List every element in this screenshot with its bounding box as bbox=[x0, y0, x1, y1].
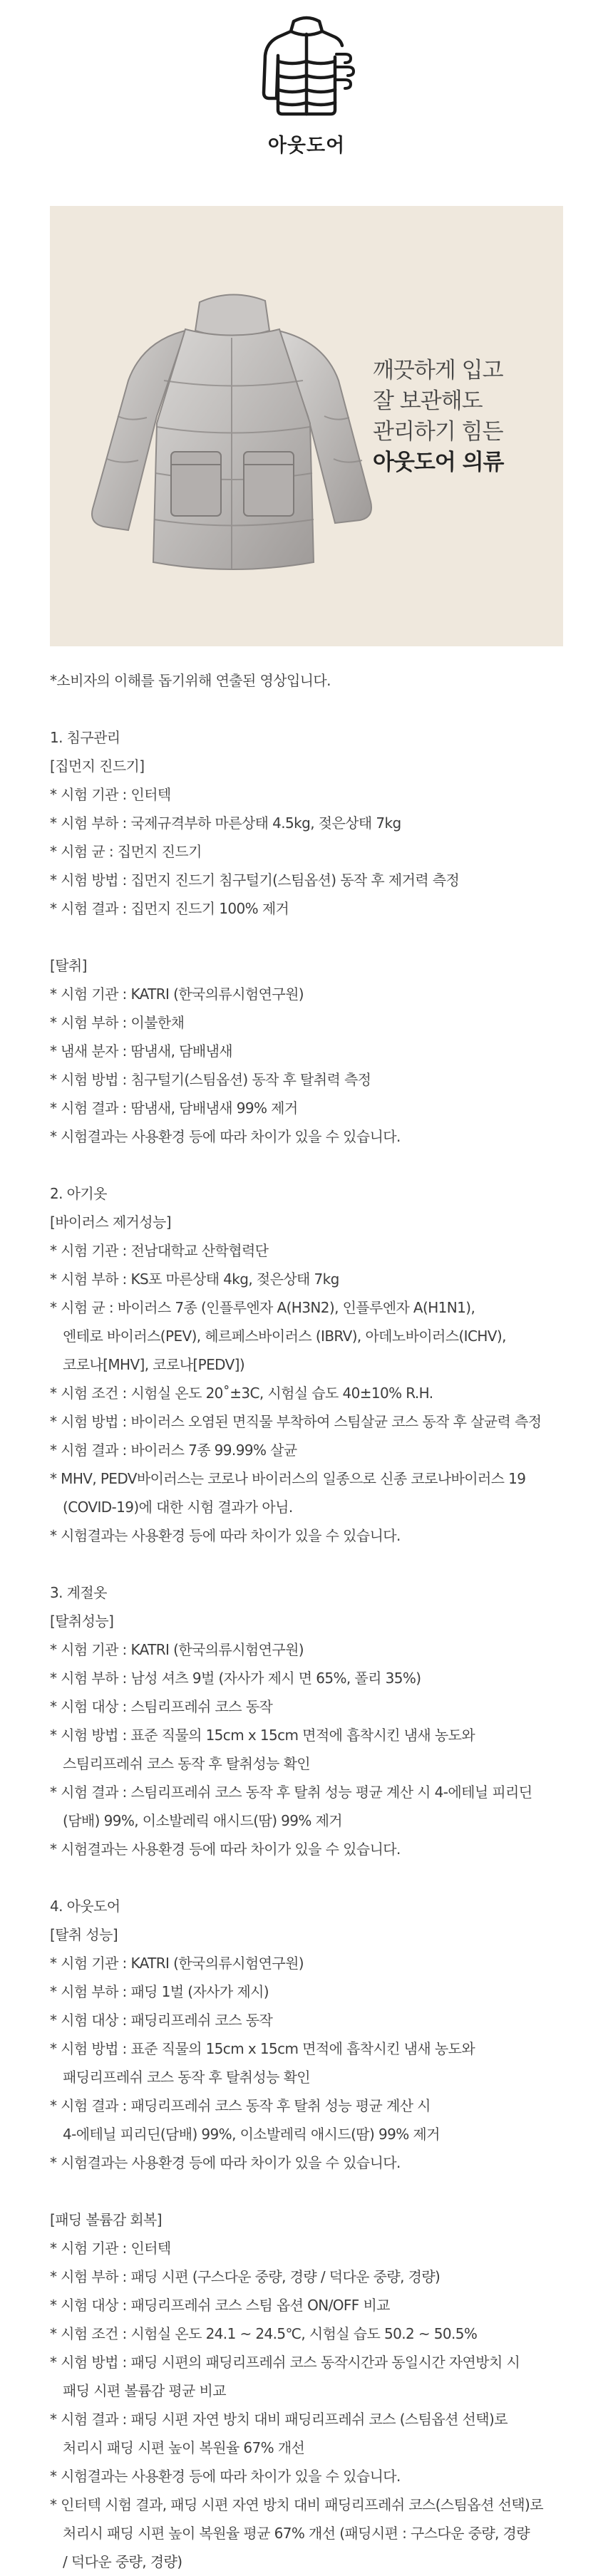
note-item: * 시험 방법 : 바이러스 오염된 면직물 부착하여 스팀살균 코스 동작 후 살균력 측정 bbox=[50, 1413, 542, 1430]
section-title-baby-clothes: 2. 아기옷 bbox=[50, 1185, 107, 1202]
note-item-continued: 스팀리프레쉬 코스 동작 후 탈취성능 확인 bbox=[63, 1755, 311, 1772]
note-item: * 시험 방법 : 집먼지 진드기 침구털기(스팀옵션) 동작 후 제거력 측정 bbox=[50, 871, 460, 889]
note-item-continued: 패딩 시편 볼륨감 평균 비교 bbox=[63, 2382, 226, 2399]
note-item: * 시험 기관 : 인터텍 bbox=[50, 786, 171, 803]
subsection-title: [탈취] bbox=[50, 957, 87, 974]
note-item: * 시험 균 : 집먼지 진드기 bbox=[50, 843, 202, 860]
hero-line: 잘 보관해도 bbox=[373, 388, 483, 414]
note-item: * 시험결과는 사용환경 등에 따라 차이가 있을 수 있습니다. bbox=[50, 1527, 401, 1544]
disclaimer: *소비자의 이해를 돕기위해 연출된 영상입니다. bbox=[50, 672, 331, 689]
hero-copy bbox=[373, 356, 558, 478]
note-item: * 시험 대상 : 패딩리프레쉬 코스 스팀 옵션 ON/OFF 비교 bbox=[50, 2297, 390, 2314]
note-item: * 시험 기관 : KATRI (한국의류시험연구원) bbox=[50, 986, 304, 1003]
note-item-continued: 코로나[MHV], 코로나[PEDV]) bbox=[63, 1356, 245, 1373]
note-item: * 시험결과는 사용환경 등에 따라 차이가 있을 수 있습니다. bbox=[50, 2154, 401, 2171]
note-item: * 시험 방법 : 패딩 시편의 패딩리프레쉬 코스 동작시간과 동일시간 자연방치 시 bbox=[50, 2354, 520, 2371]
note-item-continued: 엔테로 바이러스(PEV), 헤르페스바이러스 (IBRV), 아데노바이러스(ICHV), bbox=[63, 1328, 506, 1345]
note-item-continued: 4-에테닐 피리딘(담배) 99%, 이소발레릭 애시드(땀) 99% 제거 bbox=[63, 2126, 440, 2143]
page-title: 아웃도어 bbox=[267, 135, 346, 157]
note-item: * 시험 부하 : 남성 셔츠 9벌 (자사가 제시 면 65%, 폴리 35%) bbox=[50, 1670, 421, 1687]
subsection-title: [바이러스 제거성능] bbox=[50, 1214, 171, 1231]
note-item: * 시험 결과 : 집먼지 진드기 100% 제거 bbox=[50, 900, 289, 917]
note-item: * MHV, PEDV바이러스는 코로나 바이러스의 일종으로 신종 코로나바이러스 19 bbox=[50, 1470, 526, 1487]
section-title-bedding: 1. 침구관리 bbox=[50, 729, 120, 746]
note-item-continued: (COVID-19)에 대한 시험 결과가 아님. bbox=[63, 1499, 293, 1516]
note-item: * 시험 방법 : 표준 직물의 15cm x 15cm 면적에 흡착시킨 냄새 농도와 bbox=[50, 1727, 475, 1744]
hero-banner bbox=[50, 206, 563, 646]
note-item-continued: 처리시 패딩 시편 높이 복원율 평균 67% 개선 (패딩시편 : 구스다운 중량, 경량 bbox=[63, 2525, 530, 2542]
note-item: * 냄새 분자 : 땀냄새, 담배냄새 bbox=[50, 1043, 233, 1060]
subsection-title: [패딩 볼륨감 회복] bbox=[50, 2211, 162, 2228]
note-item: * 시험 결과 : 스팀리프레쉬 코스 동작 후 탈취 성능 평균 계산 시 4-에테닐 피리딘 bbox=[50, 1784, 532, 1801]
note-item: * 시험 방법 : 침구털기(스팀옵션) 동작 후 탈취력 측정 bbox=[50, 1071, 371, 1088]
section-title-outdoor: 4. 아웃도어 bbox=[50, 1898, 120, 1915]
note-item: * 시험 기관 : KATRI (한국의류시험연구원) bbox=[50, 1641, 304, 1658]
note-item: * 시험 부하 : 국제규격부하 마른상태 4.5kg, 젖은상태 7kg bbox=[50, 814, 401, 832]
note-item: * 시험결과는 사용환경 등에 따라 차이가 있을 수 있습니다. bbox=[50, 2468, 401, 2485]
note-item: * 시험 대상 : 스팀리프레쉬 코스 동작 bbox=[50, 1698, 273, 1715]
note-item: * 시험 부하 : KS포 마른상태 4kg, 젖은상태 7kg bbox=[50, 1271, 339, 1288]
subsection-title: [탈취성능] bbox=[50, 1613, 114, 1630]
subsection-title: [집먼지 진드기] bbox=[50, 757, 145, 775]
note-item: * 시험 결과 : 땀냄새, 담배냄새 99% 제거 bbox=[50, 1100, 298, 1117]
note-item: * 시험 조건 : 시험실 온도 24.1 ~ 24.5℃, 시험실 습도 50.2 ~ 50.5% bbox=[50, 2325, 478, 2342]
note-item: * 시험 기관 : 인터텍 bbox=[50, 2240, 171, 2257]
note-item: * 시험결과는 사용환경 등에 따라 차이가 있을 수 있습니다. bbox=[50, 1841, 401, 1858]
note-item: * 시험 기관 : 전남대학교 산학협력단 bbox=[50, 1242, 269, 1259]
section-title-seasonal-clothes: 3. 계절옷 bbox=[50, 1584, 107, 1601]
hero-line: 관리하기 힘든 bbox=[373, 419, 503, 445]
hero-bold-line: 아웃도어 의류 bbox=[373, 450, 504, 475]
note-item-continued: (담배) 99%, 이소발레릭 애시드(땀) 99% 제거 bbox=[63, 1812, 343, 1829]
subsection-title: [탈취 성능] bbox=[50, 1926, 118, 1943]
note-item: * 시험 부하 : 이불한채 bbox=[50, 1014, 185, 1031]
note-item: * 시험 균 : 바이러스 7종 (인플루엔자 A(H3N2), 인플루엔자 A(H1N1), bbox=[50, 1299, 475, 1316]
note-item-continued: 패딩리프레쉬 코스 동작 후 탈취성능 확인 bbox=[63, 2069, 311, 2086]
note-item: * 시험 조건 : 시험실 온도 20˚±3C, 시험실 습도 40±10% R.H. bbox=[50, 1385, 433, 1402]
note-item: * 시험 부하 : 패딩 시편 (구스다운 중량, 경량 / 덕다운 중량, 경량) bbox=[50, 2268, 441, 2285]
test-notes bbox=[50, 666, 592, 2576]
note-item: * 인터텍 시험 결과, 패딩 시편 자연 방치 대비 패딩리프레쉬 코스(스팀옵션 선택)로 bbox=[50, 2496, 543, 2513]
note-item: * 시험 방법 : 표준 직물의 15cm x 15cm 면적에 흡착시킨 냄새 농도와 bbox=[50, 2040, 475, 2057]
hero-line: 깨끗하게 입고 bbox=[373, 358, 503, 383]
note-item: * 시험 결과 : 패딩 시편 자연 방치 대비 패딩리프레쉬 코스 (스팀옵션 선택)로 bbox=[50, 2411, 508, 2428]
note-item-continued: 처리시 패딩 시편 높이 복원율 67% 개선 bbox=[63, 2439, 305, 2456]
puffer-jacket-icon bbox=[257, 13, 356, 120]
note-item: * 시험 대상 : 패딩리프레쉬 코스 동작 bbox=[50, 2012, 273, 2029]
note-item: * 시험 기관 : KATRI (한국의류시험연구원) bbox=[50, 1955, 304, 1972]
puffer-jacket-image bbox=[78, 274, 385, 594]
section-header bbox=[0, 0, 613, 178]
note-item: * 시험 결과 : 바이러스 7종 99.99% 살균 bbox=[50, 1442, 297, 1459]
note-item-continued: / 덕다운 중량, 경량) bbox=[63, 2553, 182, 2570]
note-item: * 시험 부하 : 패딩 1벌 (자사가 제시) bbox=[50, 1983, 269, 2000]
note-item: * 시험결과는 사용환경 등에 따라 차이가 있을 수 있습니다. bbox=[50, 1128, 401, 1145]
note-item: * 시험 결과 : 패딩리프레쉬 코스 동작 후 탈취 성능 평균 계산 시 bbox=[50, 2097, 431, 2114]
